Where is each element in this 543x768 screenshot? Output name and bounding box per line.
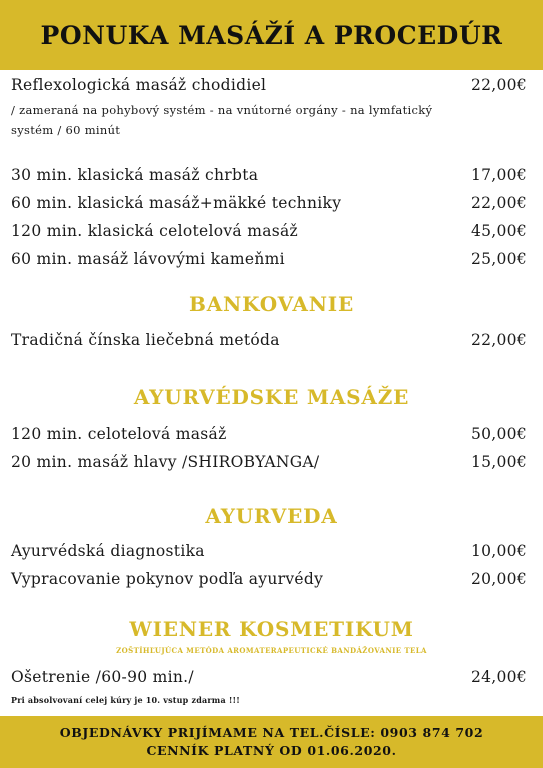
item-name: 120 min. celotelová masáž xyxy=(11,425,227,443)
list-item xyxy=(11,453,527,471)
item-name: 20 min. masáž hlavy /SHIROBYANGA/ xyxy=(11,453,320,471)
item-price: 25,00€ xyxy=(470,250,527,268)
list-item xyxy=(11,76,527,94)
list-item xyxy=(11,570,527,588)
item-name: 30 min. klasická masáž chrbta xyxy=(11,166,259,184)
section-subheading: ZOŠTÍHĽUJÚCA METÓDA AROMATERAPEUTICKÉ BANDÁŽOVANIE TELA xyxy=(116,646,427,655)
description-line: systém / 60 minút xyxy=(11,123,121,137)
contact-line: OBJEDNÁVKY PRIJÍMAME NA TEL.ČÍSLE: 0903 874 702 xyxy=(59,725,484,740)
header-banner xyxy=(0,0,543,70)
section-heading-bankovanie: BANKOVANIE xyxy=(189,292,354,316)
item-name: Ayurvédská diagnostika xyxy=(11,542,205,560)
list-item xyxy=(11,542,527,560)
list-item xyxy=(11,668,527,686)
item-price: 45,00€ xyxy=(470,222,527,240)
item-description xyxy=(11,100,527,140)
description-line: / zameraná na pohybový systém - na vnútorné orgány - na lymfatický xyxy=(11,103,433,117)
item-price: 20,00€ xyxy=(470,570,527,588)
list-item xyxy=(11,166,527,184)
item-name: Reflexologická masáž chodidiel xyxy=(11,76,267,94)
section-heading-ayurveda: AYURVEDA xyxy=(205,504,338,528)
item-price: 22,00€ xyxy=(470,76,527,94)
list-item xyxy=(11,331,527,349)
item-name: Vypracovanie pokynov podľa ayurvédy xyxy=(11,570,324,588)
footer-banner xyxy=(0,716,543,768)
list-item xyxy=(11,250,527,268)
item-price: 15,00€ xyxy=(470,453,527,471)
list-item xyxy=(11,194,527,212)
section-heading-ayurvedic-massages: AYURVÉDSKE MASÁŽE xyxy=(133,385,410,409)
item-price: 17,00€ xyxy=(470,166,527,184)
item-price: 22,00€ xyxy=(470,331,527,349)
item-name: 60 min. klasická masáž+mäkké techniky xyxy=(11,194,342,212)
item-name: Tradičná čínska liečebná metóda xyxy=(11,331,280,349)
page-title: PONUKA MASÁŽÍ A PROCEDÚR xyxy=(40,20,503,50)
item-price: 24,00€ xyxy=(470,668,527,686)
item-price: 10,00€ xyxy=(470,542,527,560)
item-price: 50,00€ xyxy=(470,425,527,443)
section-heading-wiener: WIENER KOSMETIKUM xyxy=(129,617,414,641)
promo-note: Pri absolvovaní celej kúry je 10. vstup zdarma !!! xyxy=(11,695,240,705)
list-item xyxy=(11,222,527,240)
item-name: 60 min. masáž lávovými kameňmi xyxy=(11,250,285,268)
item-name: Ošetrenie /60-90 min./ xyxy=(11,668,194,686)
validity-line: CENNÍK PLATNÝ OD 01.06.2020. xyxy=(146,743,397,758)
item-name: 120 min. klasická celotelová masáž xyxy=(11,222,299,240)
item-price: 22,00€ xyxy=(470,194,527,212)
list-item xyxy=(11,425,527,443)
